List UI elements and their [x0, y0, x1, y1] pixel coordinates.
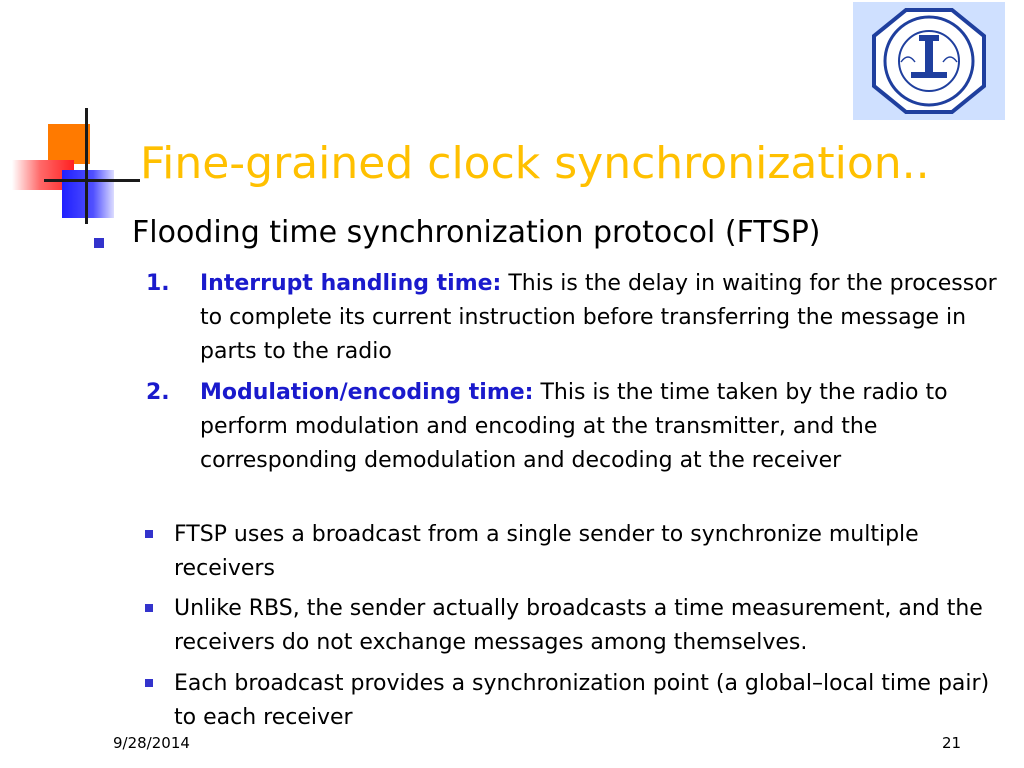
university-seal-logo [853, 2, 1005, 120]
decorative-vertical-line [85, 108, 88, 224]
item-term: Modulation/encoding time: [200, 380, 534, 405]
list-number: 1. [146, 271, 170, 296]
item-text: This is the time taken by the radio to perform modulation and encoding at the transmitter, and the corresponding demodulation and decoding at the receiver [200, 380, 948, 473]
page-number: 21 [942, 734, 962, 752]
square-bullet-icon [145, 530, 153, 538]
decorative-horizontal-line [44, 179, 140, 182]
list-number: 2. [146, 380, 170, 405]
list-item: Unlike RBS, the sender actually broadcasts a time measurement, and the receivers do not exchange messages among themselves. [174, 596, 983, 655]
decorative-orange-square [48, 124, 90, 164]
numbered-item [200, 376, 1010, 478]
square-bullet-icon [145, 604, 153, 612]
slide-title: Fine-grained clock synchronization.. [140, 138, 930, 189]
item-term: Interrupt handling time: [200, 271, 502, 296]
footer-date: 9/28/2014 [113, 734, 190, 752]
decorative-blue-square [62, 170, 114, 218]
square-bullet-icon [145, 679, 153, 687]
square-bullet-icon [94, 238, 104, 248]
item-text: This is the delay in waiting for the processor to complete its current instruction before transferring the message in parts to the radio [200, 271, 997, 364]
list-item: FTSP uses a broadcast from a single sender to synchronize multiple receivers [174, 522, 919, 581]
numbered-item [200, 267, 1010, 369]
list-item: Each broadcast provides a synchronization point (a global–local time pair) to each receiver [174, 671, 990, 730]
heading-bullet: Flooding time synchronization protocol (FTSP) [132, 215, 821, 250]
